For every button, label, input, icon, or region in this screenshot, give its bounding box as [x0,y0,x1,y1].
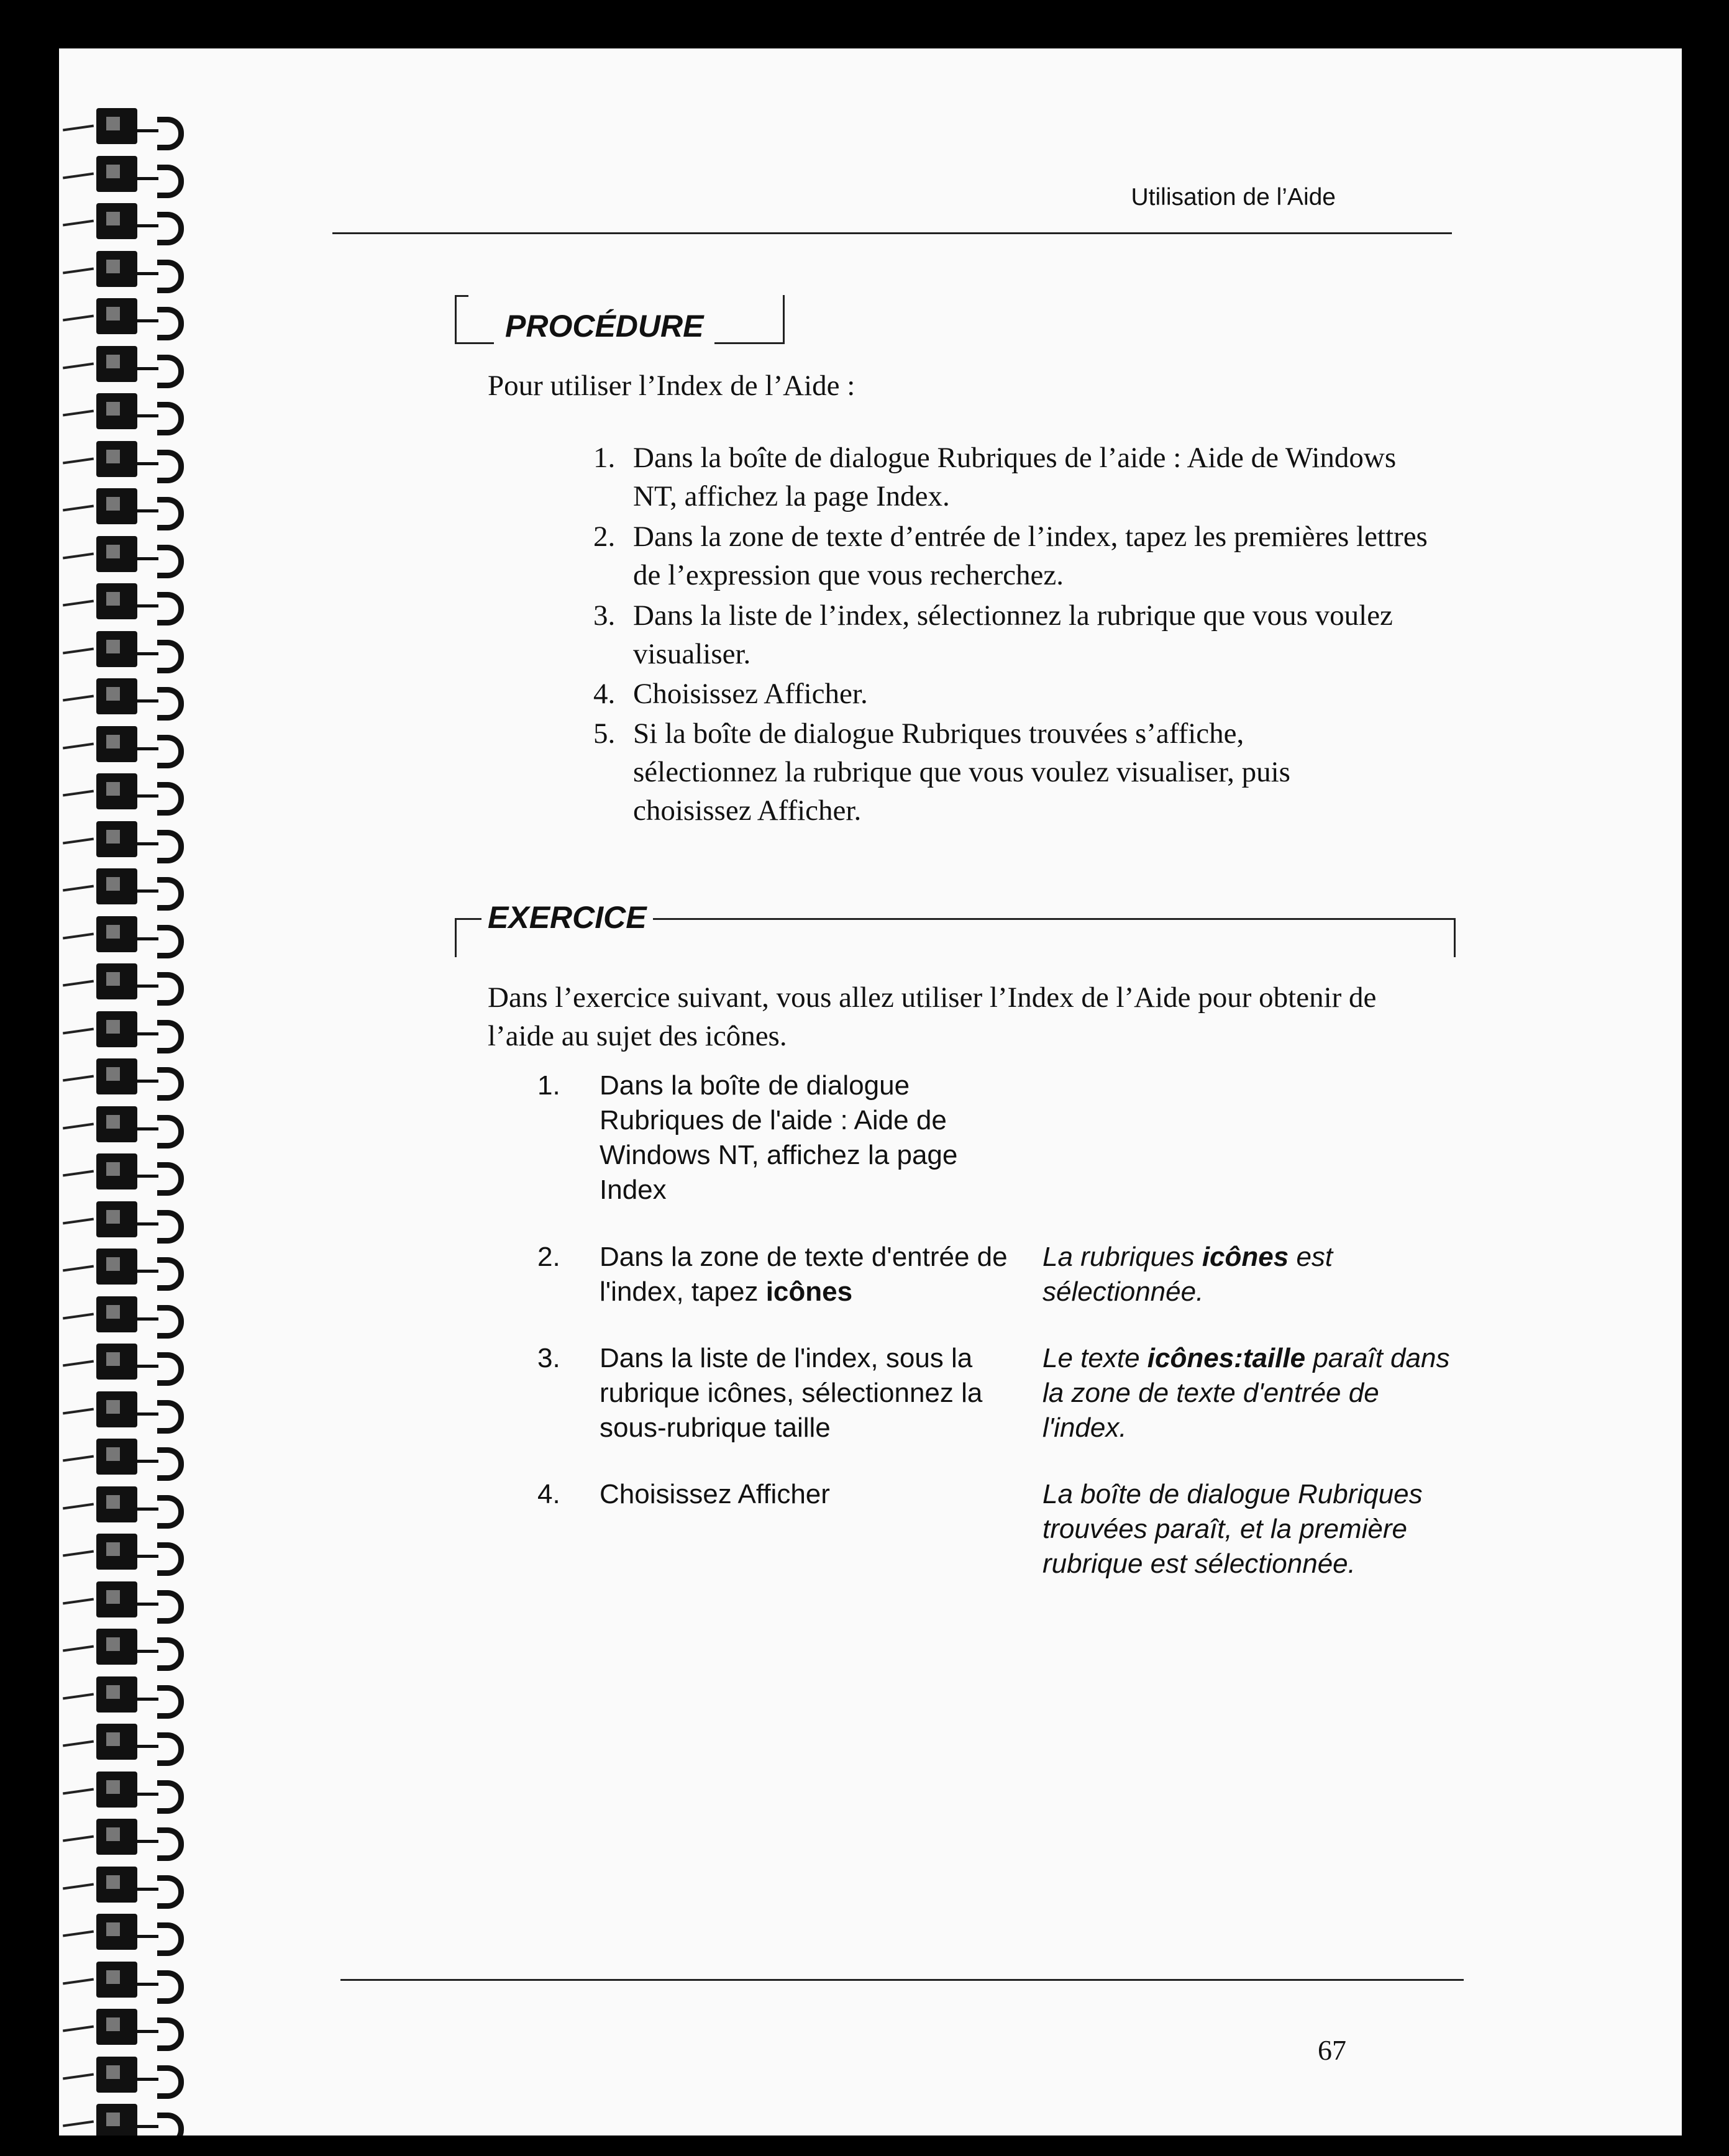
spiral-coil-dash [63,1075,94,1082]
spiral-coil-link [137,1698,158,1701]
spiral-coil [59,2005,202,2052]
spiral-coil-dash [63,1788,94,1794]
exercise-heading: EXERCICE [481,899,653,935]
spiral-coil [59,152,202,199]
exercise-intro: Dans l’exercice suivant, vous allez utiliser l’Index de l’Aide pour obtenir de l’aide au sujet des icônes. [488,981,1377,1052]
action-text: Dans la zone de texte d'entrée de l'index, tapez [600,1242,1008,1307]
spiral-coil-dash [63,1170,94,1177]
spiral-coil-link [137,1365,158,1368]
spiral-coil-sq [96,1581,137,1617]
procedure-step-number: 5. [593,717,616,750]
spiral-coil [59,1625,202,1672]
spiral-coil-link [137,1175,158,1178]
spiral-coil-link [137,1460,158,1463]
spiral-coil-hook [157,260,184,293]
spiral-coil-dash [63,362,94,369]
spiral-coil [59,294,202,342]
page-number: 67 [1318,2034,1346,2066]
spiral-coil-hook [157,877,184,911]
spiral-coil-link [137,1317,158,1321]
spiral-coil-hook [157,687,184,721]
spiral-coil-sq [96,393,137,429]
spiral-coil-sq [96,1391,137,1427]
spiral-coil-hook [157,1732,184,1766]
spiral-coil-sq [96,963,137,999]
spiral-coil-hook [157,497,184,530]
spiral-coil-link [137,1650,158,1653]
result-text: est sélectionnée. [1042,1242,1333,1307]
running-header-title: Utilisation de l’Aide [1131,184,1336,211]
spiral-coil-sq [96,108,137,144]
spiral-coil-link [137,224,158,227]
exercise-step-action: Choisissez Afficher [600,1479,830,1509]
spiral-coil-dash [63,1598,94,1604]
spiral-coil-hook [157,1590,184,1624]
spiral-coil-sq [96,156,137,192]
spiral-coil [59,675,202,722]
spiral-coil-sq [96,726,137,762]
procedure-step-number: 2. [593,521,616,553]
spiral-coil-link [137,1127,158,1130]
spiral-coil-hook [157,782,184,816]
spiral-coil-sq [96,1486,137,1522]
action-bold-text: icônes [765,1276,853,1307]
spiral-coil-sq [96,1058,137,1094]
spiral-coil [59,1483,202,1530]
spiral-coil-dash [63,267,94,274]
spiral-coil-sq [96,2009,137,2045]
spiral-coil-link [137,319,158,322]
spiral-coil-link [137,1032,158,1035]
spiral-coil [59,960,202,1007]
spiral-coil-dash [63,125,94,132]
spiral-coil [59,389,202,437]
spiral-coil-dash [63,2026,94,2032]
spiral-coil-dash [63,837,94,844]
spiral-coil [59,1958,202,2005]
exercise-step-number: 1. [537,1070,560,1101]
spiral-coil-dash [63,2073,94,2080]
procedure-step-text: Dans la zone de texte d’entrée de l’index, tapez les premières lettres de l’expression que vous recherchez. [633,521,1428,591]
spiral-coil-link [137,985,158,988]
spiral-coil-dash [63,1693,94,1699]
spiral-coil [59,1673,202,1720]
spiral-coil [59,1150,202,1197]
spiral-coil-dash [63,552,94,559]
spiral-coil-dash [63,1645,94,1652]
procedure-intro: Pour utiliser l’Index de l’Aide : [488,370,855,402]
spiral-coil [59,1863,202,1910]
spiral-coil-sq [96,868,137,904]
spiral-coil [59,104,202,152]
spiral-coil-sq [96,251,137,287]
exercise-step-number: 4. [537,1479,560,1509]
spiral-coil [59,1815,202,1862]
procedure-step-text: Choisissez Afficher. [633,678,868,710]
spiral-coil-link [137,1555,158,1558]
procedure-step-text: Dans la liste de l’index, sélectionnez la rubrique que vous voulez visualiser. [633,599,1393,670]
spiral-coil-link [137,1412,158,1416]
spiral-coil-hook [157,1542,184,1576]
spiral-coil-link [137,1840,158,1843]
spiral-coil-link [137,937,158,940]
spiral-coil-dash [63,2121,94,2127]
spiral-coil [59,1007,202,1055]
spiral-coil-dash [63,410,94,417]
spiral-coil-sq [96,1724,137,1760]
spiral-coil-hook [157,355,184,388]
spiral-coil-link [137,1080,158,1083]
result-bold-text: icônes [1202,1242,1289,1272]
spiral-coil-link [137,1222,158,1226]
spiral-coil-link [137,462,158,465]
spiral-coil [59,580,202,627]
spiral-coil-hook [157,1305,184,1339]
procedure-step-number: 4. [593,678,616,710]
spiral-coil [59,1910,202,1957]
spiral-coil-sq [96,1534,137,1570]
spiral-coil [59,342,202,389]
spiral-coil-link [137,842,158,845]
spiral-coil-hook [157,1115,184,1149]
spiral-coil-dash [63,1503,94,1509]
spiral-coil-dash [63,932,94,939]
spiral-coil-link [137,1983,158,1986]
spiral-coil-hook [157,402,184,435]
spiral-coil-sq [96,488,137,524]
procedure-step-text: Si la boîte de dialogue Rubriques trouvées s’affiche, sélectionnez la rubrique que vous voulez visualiser, puis choisissez Afficher. [633,717,1290,827]
spiral-coil [59,1103,202,1150]
spiral-coil-link [137,367,158,370]
spiral-coil-link [137,1603,158,1606]
spiral-coil [59,1055,202,1102]
spiral-coil-dash [63,1455,94,1462]
spiral-coil [59,532,202,580]
spiral-coil-dash [63,1550,94,1557]
spiral-coil-hook [157,1922,184,1956]
spiral-coil-dash [63,1883,94,1890]
exercise-step-number: 2. [537,1242,560,1272]
spiral-coil-dash [63,1360,94,1367]
spiral-coil-hook [157,925,184,958]
spiral-coil-link [137,889,158,893]
spiral-coil-hook [157,1447,184,1481]
spiral-coil-dash [63,600,94,607]
spiral-coil-hook [157,972,184,1006]
spiral-coil-hook [157,640,184,673]
spiral-coil-dash [63,790,94,797]
spiral-coil-sq [96,1819,137,1855]
spiral-coil-dash [63,457,94,464]
result-text: La rubriques [1042,1242,1202,1272]
spiral-coil [59,1245,202,1292]
spiral-coil-link [137,272,158,275]
exercise-step-action: Dans la liste de l'index, sous la rubrique icônes, sélectionnez la sous-rubrique taille [600,1343,983,1443]
document-page [59,48,1682,2136]
spiral-coil-sq [96,441,137,477]
spiral-coil-link [137,2125,158,2128]
spiral-coil-hook [157,165,184,198]
spiral-coil-dash [63,695,94,702]
procedure-step-text: Dans la boîte de dialogue Rubriques de l’aide : Aide de Windows NT, affichez la page Index. [633,442,1397,512]
spiral-coil-sq [96,203,137,239]
spiral-coil-link [137,1745,158,1748]
spiral-coil-hook [157,2017,184,2051]
spiral-coil-hook [157,1495,184,1529]
spiral-coil-sq [96,1344,137,1380]
spiral-coil-dash [63,1122,94,1129]
spiral-coil-hook [157,1352,184,1386]
spiral-coil-sq [96,346,137,382]
spiral-coil-hook [157,117,184,150]
spiral-coil-hook [157,1020,184,1053]
footer-rule [340,1979,1464,1981]
spiral-coil-sq [96,1676,137,1713]
spiral-coil-sq [96,631,137,667]
spiral-coil-hook [157,1637,184,1671]
spiral-coil-dash [63,1312,94,1319]
spiral-coil [59,1340,202,1387]
result-text: paraît dans la zone de texte d'entrée de l'index. [1042,1343,1450,1443]
exercise-step-action [600,1240,1010,1309]
spiral-coil-dash [63,315,94,322]
spiral-coil-dash [63,172,94,179]
spiral-coil-sq [96,1011,137,1047]
spiral-coil-hook [157,1210,184,1244]
spiral-coil-link [137,2078,158,2081]
spiral-coil-sq [96,773,137,809]
spiral-coil-dash [63,980,94,987]
spiral-coil-sq [96,916,137,952]
spiral-coil-dash [63,1265,94,1272]
spiral-coil-dash [63,1931,94,1937]
spiral-coil [59,1388,202,1435]
spiral-coil-link [137,177,158,180]
spiral-coil-sq [96,1439,137,1475]
spiral-coil [59,1530,202,1577]
spiral-coil-dash [63,1027,94,1034]
exercise-step-number: 3. [537,1343,560,1373]
spiral-coil-sq [96,1249,137,1285]
spiral-coil-dash [63,1217,94,1224]
spiral-coil [59,627,202,675]
exercise-step-result: La boîte de dialogue Rubriques trouvées paraît, et la première rubrique est sélectionnée. [1042,1479,1423,1579]
spiral-coil-link [137,1793,158,1796]
spiral-coil [59,722,202,770]
exercise-step-result [1042,1240,1453,1309]
result-bold-text: icônes:taille [1147,1343,1306,1373]
spiral-coil-sq [96,1201,137,1237]
spiral-coil-hook [157,592,184,625]
spiral-coil [59,199,202,247]
spiral-coil-hook [157,1875,184,1909]
spiral-coil-dash [63,1740,94,1747]
spiral-coil-hook [157,735,184,768]
spiral-coil-hook [157,1162,184,1196]
spiral-coil-hook [157,450,184,483]
spiral-coil-hook [157,545,184,578]
spiral-coil [59,912,202,960]
spiral-coil [59,437,202,484]
procedure-step-number: 1. [593,442,616,474]
spiral-coil-link [137,1935,158,1938]
spiral-coil-hook [157,1970,184,2004]
procedure-heading: PROCÉDURE [494,308,714,344]
spiral-coil-sq [96,1106,137,1142]
spiral-coil [59,484,202,532]
spiral-coil-sq [96,298,137,334]
spiral-coil-sq [96,1772,137,1808]
spiral-coil-sq [96,821,137,857]
spiral-coil-dash [63,1408,94,1414]
spiral-coil [59,1293,202,1340]
spiral-coil-link [137,2030,158,2033]
spiral-coil-sq [96,2104,137,2136]
spiral-coil [59,865,202,912]
spiral-coil-dash [63,647,94,654]
exercise-step-result [1042,1341,1465,1445]
spiral-coil-sq [96,1914,137,1950]
spiral-coil-hook [157,830,184,863]
spiral-coil [59,1435,202,1482]
spiral-coil-link [137,414,158,417]
spiral-coil-dash [63,1978,94,1985]
spiral-coil-sq [96,1153,137,1189]
spiral-coil [59,247,202,294]
spiral-coil [59,2053,202,2100]
spiral-coil-sq [96,536,137,572]
spiral-coil-link [137,747,158,750]
spiral-coil-link [137,1888,158,1891]
spiral-coil-sq [96,583,137,619]
spiral-binding [59,104,202,2136]
result-text: Le texte [1042,1343,1147,1373]
spiral-coil [59,1768,202,1815]
spiral-coil [59,1578,202,1625]
spiral-coil-dash [63,885,94,892]
spiral-coil-sq [96,1962,137,1998]
spiral-coil-link [137,1508,158,1511]
spiral-coil-hook [157,2065,184,2099]
spiral-coil [59,1720,202,1767]
spiral-coil-link [137,699,158,703]
spiral-coil-dash [63,742,94,749]
spiral-coil-link [137,1270,158,1273]
spiral-coil-hook [157,2113,184,2136]
spiral-coil-link [137,604,158,607]
spiral-coil-link [137,652,158,655]
spiral-coil [59,770,202,817]
exercise-step-action: Dans la boîte de dialogue Rubriques de l'aide : Aide de Windows NT, affichez la page Index [600,1070,958,1205]
spiral-coil [59,817,202,865]
spiral-coil-hook [157,1780,184,1814]
spiral-coil [59,1198,202,1245]
spiral-coil-hook [157,1067,184,1101]
spiral-coil-sq [96,1867,137,1903]
spiral-coil-dash [63,1835,94,1842]
spiral-coil-sq [96,2057,137,2093]
spiral-coil-sq [96,678,137,714]
spiral-coil-link [137,129,158,132]
spiral-coil-link [137,509,158,512]
spiral-coil-hook [157,307,184,340]
spiral-coil-hook [157,1400,184,1434]
spiral-coil-link [137,794,158,798]
spiral-coil-hook [157,212,184,245]
spiral-coil-hook [157,1685,184,1719]
header-rule [332,232,1452,234]
spiral-coil-dash [63,505,94,512]
spiral-coil [59,2100,202,2136]
spiral-coil-link [137,557,158,560]
procedure-step-number: 3. [593,599,616,632]
spiral-coil-dash [63,220,94,227]
spiral-coil-sq [96,1296,137,1332]
spiral-coil-hook [157,1827,184,1861]
spiral-coil-sq [96,1629,137,1665]
spiral-coil-hook [157,1257,184,1291]
